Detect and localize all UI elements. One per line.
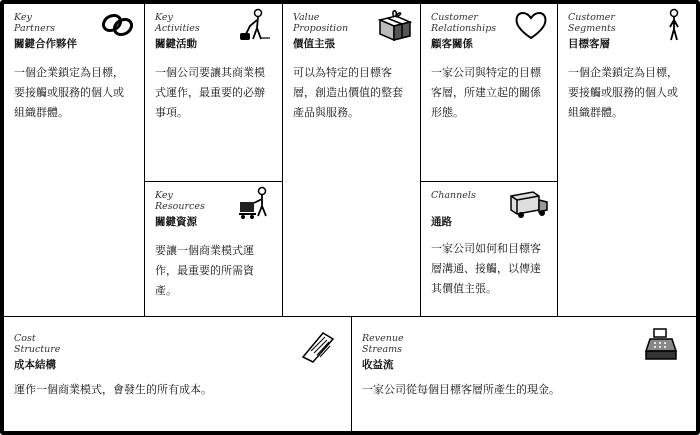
customer-segments-block bbox=[558, 4, 696, 317]
key-resources-en-title: Key Resources bbox=[155, 190, 205, 212]
customer-relationships-en-title: Customer Relationships bbox=[431, 12, 497, 34]
channels-description: 一家公司如何和目標客層溝通、接觸，以傳達其價值主張。 bbox=[431, 242, 541, 295]
value-proposition-block bbox=[283, 4, 421, 317]
truck-icon bbox=[507, 186, 551, 220]
key-partners-description: 一個企業鎖定為目標，要接觸或服務的個人或組織群體。 bbox=[14, 66, 124, 119]
key-activities-zh-title: 關鍵活動 bbox=[155, 38, 197, 50]
key-activities-en-title: Key Activities bbox=[155, 12, 200, 34]
value-proposition-en-title: Value Proposition bbox=[293, 12, 349, 34]
key-partners-block bbox=[4, 4, 145, 317]
key-activities-description: 一個公司要讓其商業模式運作，最重要的必辦事項。 bbox=[155, 66, 265, 119]
channels-zh-title: 通路 bbox=[431, 216, 452, 228]
value-proposition-description: 可以為特定的目標客層，創造出價值的整套產品與服務。 bbox=[293, 66, 403, 119]
customer-relationships-zh-title: 顧客關係 bbox=[431, 38, 473, 50]
receipt-icon bbox=[297, 329, 337, 363]
revenue-streams-en-title: Revenue Streams bbox=[362, 333, 404, 355]
customer-relationships-description: 一家公司與特定的目標客層，所建立起的關係形態。 bbox=[431, 66, 541, 119]
cost-structure-zh-title: 成本結構 bbox=[14, 359, 56, 371]
cost-structure-description: 運作一個商業模式，會發生的所有成本。 bbox=[14, 383, 212, 396]
channels-en-title: Channels bbox=[431, 190, 476, 201]
key-partners-en-title: Key Partners bbox=[14, 12, 56, 34]
customer-relationships-block bbox=[421, 4, 558, 182]
customer-segments-zh-title: 目標客層 bbox=[568, 38, 610, 50]
key-activities-block bbox=[145, 4, 283, 182]
heart-icon bbox=[511, 8, 551, 42]
customer-segments-en-title: Customer Segments bbox=[568, 12, 616, 34]
person-icon bbox=[650, 8, 690, 42]
key-resources-zh-title: 關鍵資源 bbox=[155, 216, 197, 228]
revenue-streams-zh-title: 收益流 bbox=[362, 359, 394, 371]
worker-forklift-icon bbox=[236, 186, 276, 220]
key-partners-zh-title: 關鍵合作夥伴 bbox=[14, 38, 77, 50]
value-proposition-zh-title: 價值主張 bbox=[293, 38, 335, 50]
worker-vacuum-icon bbox=[236, 8, 276, 42]
gift-box-icon bbox=[374, 8, 414, 42]
key-resources-block bbox=[145, 182, 283, 317]
key-resources-description: 要讓一個商業模式運作，最重要的所需資產。 bbox=[155, 244, 254, 297]
customer-segments-description: 一個企業鎖定為目標，要接觸或服務的個人或組織群體。 bbox=[568, 66, 678, 119]
cost-structure-block bbox=[4, 317, 352, 431]
cost-structure-en-title: Cost Structure bbox=[14, 333, 61, 355]
chain-link-icon bbox=[98, 8, 138, 42]
channels-block bbox=[421, 182, 558, 317]
revenue-streams-block bbox=[352, 317, 696, 431]
cash-register-icon bbox=[642, 327, 682, 361]
revenue-streams-description: 一家公司從每個目標客層所產生的現金。 bbox=[362, 383, 560, 396]
